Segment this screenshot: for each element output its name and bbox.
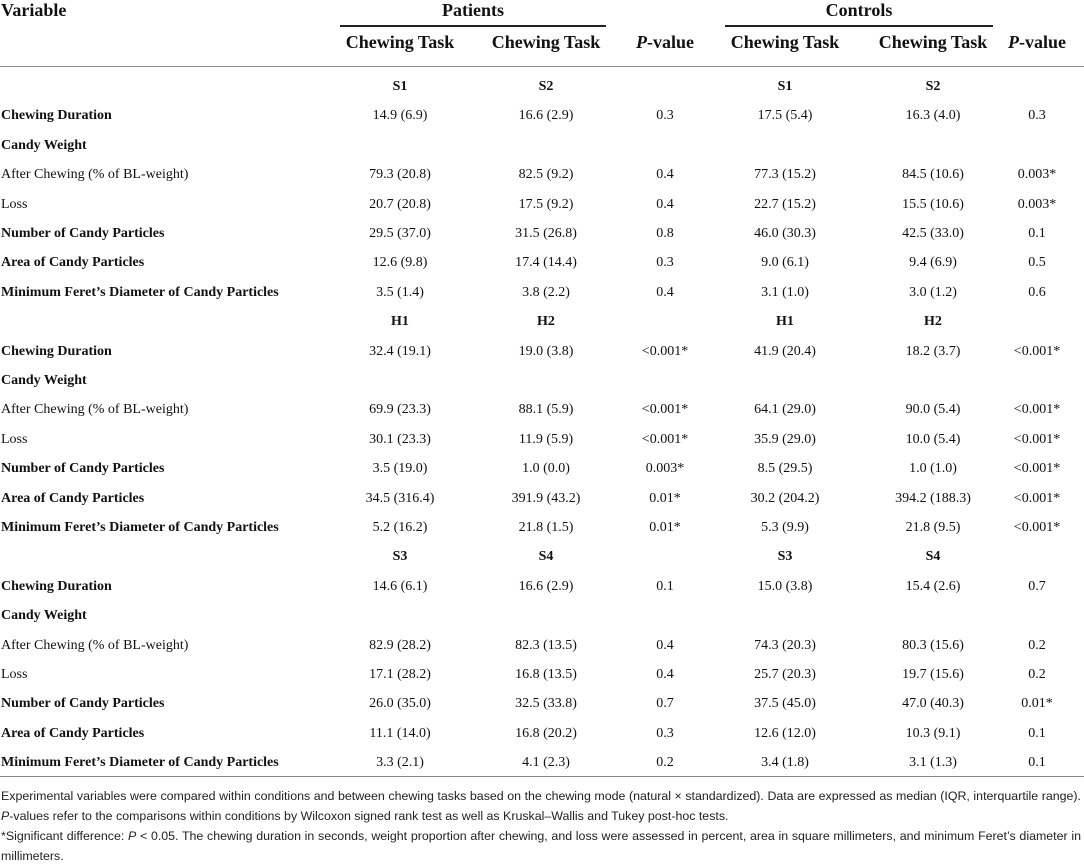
p-value-cell: 0.1: [1028, 226, 1046, 241]
p-value-cell: 0.8: [656, 226, 674, 241]
p-value-cell: 0.6: [1028, 284, 1046, 300]
median-iqr-cell: 15.5 (10.6): [902, 196, 964, 212]
condition-label: S1: [392, 79, 408, 94]
row-label: Area of Candy Particles: [1, 725, 145, 741]
table-row: [0, 337, 1084, 366]
p-value-cell: [990, 131, 1084, 160]
median-iqr-cell: 17.4 (14.4): [515, 255, 577, 271]
median-iqr-cell: 21.8 (1.5): [518, 520, 574, 535]
table-row: [0, 748, 1084, 777]
table-row: [0, 248, 1084, 277]
footnote-part-1: Experimental variables were compared within conditions and between chewing tasks based on the chewing mode (natural × standardized). Data are expressed as median (IQR, interquartile range).: [1, 789, 1081, 803]
median-iqr-cell: [340, 366, 460, 395]
table-row: [0, 219, 1084, 248]
median-iqr-cell: 79.3 (20.8): [369, 167, 431, 183]
p-value-cell: 0.01*: [649, 520, 681, 535]
table-row: [0, 719, 1084, 748]
condition-label: H1: [776, 314, 794, 330]
median-iqr-cell: 31.5 (26.8): [515, 226, 577, 241]
p-value-cell: [990, 601, 1084, 630]
p-value-cell: 0.3: [656, 255, 674, 271]
p-value-cell: [990, 366, 1084, 395]
median-iqr-cell: 80.3 (15.6): [902, 637, 964, 653]
p-value-cell: 0.3: [656, 108, 674, 124]
median-iqr-cell: [873, 366, 993, 395]
row-label: Minimum Feret’s Diameter of Candy Particles: [1, 520, 279, 535]
p-value-cell: 0.2: [1028, 667, 1046, 682]
median-iqr-cell: 82.3 (13.5): [515, 637, 577, 653]
p-value-cell: 0.7: [1028, 578, 1046, 594]
footnote-part-4: < 0.05. The chewing duration in seconds, weight proportion after chewing, and loss were assessed in percent, area in square millimeters, and minimum Feret’s diameter in millimeters.: [1, 829, 1081, 863]
median-iqr-cell: [873, 131, 993, 160]
median-iqr-cell: 32.4 (19.1): [369, 343, 431, 359]
median-iqr-cell: 25.7 (20.3): [754, 667, 816, 682]
row-label: Area of Candy Particles: [1, 255, 145, 271]
condition-label: H2: [537, 314, 555, 330]
median-iqr-cell: 16.6 (2.9): [518, 578, 574, 594]
condition-label: H2: [924, 314, 942, 330]
median-iqr-cell: 64.1 (29.0): [754, 402, 816, 418]
median-iqr-cell: [873, 601, 993, 630]
header-chewing-task: Chewing Task: [491, 32, 601, 52]
median-iqr-cell: 14.6 (6.1): [372, 578, 428, 594]
median-iqr-cell: 32.5 (33.8): [515, 696, 577, 712]
table-row: [0, 366, 1084, 395]
median-iqr-cell: 3.3 (2.1): [376, 755, 424, 771]
p-value-cell: <0.001*: [641, 402, 689, 418]
condition-label: H1: [391, 314, 409, 330]
median-iqr-cell: 9.4 (6.9): [909, 255, 957, 271]
row-label: Chewing Duration: [1, 578, 112, 594]
condition-label: S4: [925, 549, 941, 565]
condition-label: S3: [392, 549, 408, 565]
table-row: [0, 484, 1084, 513]
median-iqr-cell: 42.5 (33.0): [902, 226, 964, 241]
median-iqr-cell: [486, 601, 606, 630]
median-iqr-cell: [340, 131, 460, 160]
median-iqr-cell: 21.8 (9.5): [905, 520, 961, 535]
header-p-value: [990, 28, 1084, 57]
median-iqr-cell: 11.1 (14.0): [369, 725, 431, 741]
p-value-cell: 0.3: [1028, 108, 1046, 124]
median-iqr-cell: 16.3 (4.0): [905, 108, 961, 124]
median-iqr-cell: 3.4 (1.8): [761, 755, 809, 771]
median-iqr-cell: 5.2 (16.2): [372, 520, 428, 535]
table-row: [0, 631, 1084, 660]
footnote-p-symbol: P: [128, 829, 137, 843]
p-value-cell: 0.003*: [1017, 167, 1057, 183]
median-iqr-cell: 88.1 (5.9): [518, 402, 574, 418]
median-iqr-cell: 30.2 (204.2): [750, 490, 820, 506]
table-row: [0, 513, 1084, 542]
condition-label: S4: [538, 549, 554, 565]
row-label: Minimum Feret’s Diameter of Candy Particles: [1, 284, 279, 300]
median-iqr-cell: 82.9 (28.2): [369, 637, 431, 653]
median-iqr-cell: 16.8 (20.2): [515, 725, 577, 741]
footnote-part-2: -values refer to the comparisons within conditions by Wilcoxon signed rank test as well as Kruskal–Wallis and Tukey post-hoc tests.: [9, 809, 729, 823]
header-chewing-task: Chewing Task: [345, 32, 455, 52]
median-iqr-cell: 1.0 (1.0): [909, 461, 957, 477]
table-row: [0, 660, 1084, 689]
median-iqr-cell: [340, 601, 460, 630]
table-row: [0, 131, 1084, 160]
header-chewing-task: Chewing Task: [730, 32, 840, 52]
table-row: [0, 190, 1084, 219]
condition-label: S2: [925, 79, 941, 94]
p-value-cell: 0.4: [656, 637, 674, 653]
section-label-row: [0, 542, 1084, 571]
median-iqr-cell: 3.5 (19.0): [372, 461, 428, 477]
median-iqr-cell: 3.0 (1.2): [909, 284, 957, 300]
footnote-part-3: *Significant difference:: [1, 829, 129, 843]
row-label: Loss: [1, 196, 28, 212]
footnote-significance: [1, 826, 1081, 866]
condition-label: S3: [777, 549, 793, 565]
median-iqr-cell: 17.5 (9.2): [518, 196, 574, 212]
median-iqr-cell: 3.5 (1.4): [376, 284, 424, 300]
row-label: Number of Candy Particles: [1, 461, 165, 477]
median-iqr-cell: 10.0 (5.4): [905, 431, 961, 447]
median-iqr-cell: 3.1 (1.3): [909, 755, 957, 771]
table-bottom-rule: [0, 776, 1084, 777]
median-iqr-cell: 394.2 (188.3): [895, 490, 971, 506]
median-iqr-cell: 12.6 (9.8): [372, 255, 428, 271]
p-value-cell: 0.4: [656, 284, 674, 300]
median-iqr-cell: 15.0 (3.8): [757, 578, 813, 594]
table-row: [0, 101, 1084, 130]
controls-group-rule: [725, 25, 993, 27]
median-iqr-cell: 35.9 (29.0): [754, 431, 816, 447]
row-label: Loss: [1, 667, 28, 682]
median-iqr-cell: 3.1 (1.0): [761, 284, 809, 300]
median-iqr-cell: 34.5 (316.4): [365, 490, 435, 506]
table-row: [0, 395, 1084, 424]
median-iqr-cell: [725, 601, 845, 630]
p-value-cell: 0.3: [656, 725, 674, 741]
table-row: [0, 572, 1084, 601]
p-value-cell: 0.1: [1028, 755, 1046, 771]
p-value-cell: 0.1: [1028, 725, 1046, 741]
footnote-text: [1, 786, 1081, 826]
p-value-cell: <0.001*: [1013, 490, 1061, 506]
median-iqr-cell: 14.9 (6.9): [372, 108, 428, 124]
row-label: Number of Candy Particles: [1, 226, 165, 241]
p-value-cell: <0.001*: [1013, 402, 1061, 418]
row-label: Chewing Duration: [1, 343, 112, 359]
median-iqr-cell: 8.5 (29.5): [757, 461, 813, 477]
p-value-cell: 0.1: [656, 578, 674, 594]
median-iqr-cell: 9.0 (6.1): [761, 255, 809, 271]
p-value-cell: 0.01*: [1021, 696, 1053, 712]
condition-label: S2: [538, 79, 554, 94]
median-iqr-cell: 17.1 (28.2): [369, 667, 431, 682]
median-iqr-cell: 47.0 (40.3): [902, 696, 964, 712]
header-variable: Variable: [1, 0, 67, 20]
table-row: [0, 601, 1084, 630]
table-footnote: [1, 786, 1081, 866]
median-iqr-cell: 19.0 (3.8): [518, 343, 574, 359]
p-value-cell: 0.003*: [1017, 196, 1057, 212]
median-iqr-cell: 90.0 (5.4): [905, 402, 961, 418]
median-iqr-cell: 16.8 (13.5): [515, 667, 577, 682]
p-value-cell: 0.7: [656, 696, 674, 712]
median-iqr-cell: 82.5 (9.2): [518, 167, 574, 183]
median-iqr-cell: [725, 131, 845, 160]
median-iqr-cell: 41.9 (20.4): [754, 343, 816, 359]
p-value-suffix: -value: [647, 32, 694, 52]
median-iqr-cell: 18.2 (3.7): [905, 343, 961, 359]
median-iqr-cell: 11.9 (5.9): [518, 431, 574, 447]
p-symbol: P: [636, 32, 647, 52]
p-value-cell: <0.001*: [1013, 431, 1061, 447]
p-value-cell: 0.003*: [645, 461, 685, 477]
p-value-cell: <0.001*: [641, 343, 689, 359]
p-value-cell: <0.001*: [1013, 343, 1061, 359]
row-label: After Chewing (% of BL-weight): [1, 167, 189, 183]
row-label: Candy Weight: [1, 373, 87, 388]
median-iqr-cell: 29.5 (37.0): [369, 226, 431, 241]
table-row: [0, 160, 1084, 189]
median-iqr-cell: 15.4 (2.6): [905, 578, 961, 594]
median-iqr-cell: 1.0 (0.0): [522, 461, 570, 477]
median-iqr-cell: 46.0 (30.3): [754, 226, 816, 241]
p-value-cell: 0.5: [1028, 255, 1046, 271]
row-label: Loss: [1, 431, 28, 447]
median-iqr-cell: [486, 131, 606, 160]
median-iqr-cell: 391.9 (43.2): [511, 490, 581, 506]
median-iqr-cell: 84.5 (10.6): [902, 167, 964, 183]
median-iqr-cell: 5.3 (9.9): [761, 520, 809, 535]
footnote-p-symbol: P: [1, 809, 10, 823]
p-value-cell: [610, 601, 720, 630]
table-row: [0, 454, 1084, 483]
header-bottom-rule: [0, 66, 1084, 67]
median-iqr-cell: 74.3 (20.3): [754, 637, 816, 653]
median-iqr-cell: 3.8 (2.2): [522, 284, 570, 300]
median-iqr-cell: 37.5 (45.0): [754, 696, 816, 712]
p-value-cell: <0.001*: [641, 431, 689, 447]
section-label-row: [0, 72, 1084, 101]
row-label: Candy Weight: [1, 608, 87, 624]
table-row: [0, 278, 1084, 307]
median-iqr-cell: 26.0 (35.0): [369, 696, 431, 712]
header-patients: Patients: [442, 0, 504, 20]
p-value-cell: <0.001*: [1013, 461, 1061, 477]
p-value-cell: 0.4: [656, 196, 674, 212]
row-label: Area of Candy Particles: [1, 490, 145, 506]
p-value-cell: 0.2: [656, 755, 674, 771]
median-iqr-cell: 22.7 (15.2): [754, 196, 816, 212]
median-iqr-cell: 30.1 (23.3): [369, 431, 431, 447]
median-iqr-cell: [486, 366, 606, 395]
p-symbol: P: [1008, 32, 1019, 52]
median-iqr-cell: 77.3 (15.2): [754, 167, 816, 183]
median-iqr-cell: [725, 366, 845, 395]
p-value-cell: [610, 131, 720, 160]
table-row: [0, 425, 1084, 454]
patients-group-rule: [340, 25, 606, 27]
p-value-cell: 0.4: [656, 167, 674, 183]
header-controls: Controls: [825, 0, 893, 20]
p-value-suffix: -value: [1019, 32, 1066, 52]
row-label: After Chewing (% of BL-weight): [1, 402, 189, 418]
p-value-cell: [610, 366, 720, 395]
median-iqr-cell: 12.6 (12.0): [754, 725, 816, 741]
header-chewing-task: Chewing Task: [878, 32, 988, 52]
condition-label: S1: [777, 79, 793, 94]
row-label: Minimum Feret’s Diameter of Candy Particles: [1, 755, 279, 771]
row-label: After Chewing (% of BL-weight): [1, 637, 189, 653]
section-label-row: [0, 307, 1084, 336]
median-iqr-cell: 17.5 (5.4): [757, 108, 813, 124]
table-row: [0, 689, 1084, 718]
median-iqr-cell: 10.3 (9.1): [905, 725, 961, 741]
median-iqr-cell: 20.7 (20.8): [369, 196, 431, 212]
header-p-value: [610, 28, 720, 57]
median-iqr-cell: 4.1 (2.3): [522, 755, 570, 771]
p-value-cell: 0.01*: [649, 490, 681, 506]
row-label: Candy Weight: [1, 137, 87, 153]
p-value-cell: <0.001*: [1013, 520, 1061, 535]
median-iqr-cell: 69.9 (23.3): [369, 402, 431, 418]
row-label: Chewing Duration: [1, 108, 112, 124]
row-label: Number of Candy Particles: [1, 696, 165, 712]
p-value-cell: 0.4: [656, 667, 674, 682]
p-value-cell: 0.2: [1028, 637, 1046, 653]
median-iqr-cell: 16.6 (2.9): [518, 108, 574, 124]
median-iqr-cell: 19.7 (15.6): [902, 667, 964, 682]
